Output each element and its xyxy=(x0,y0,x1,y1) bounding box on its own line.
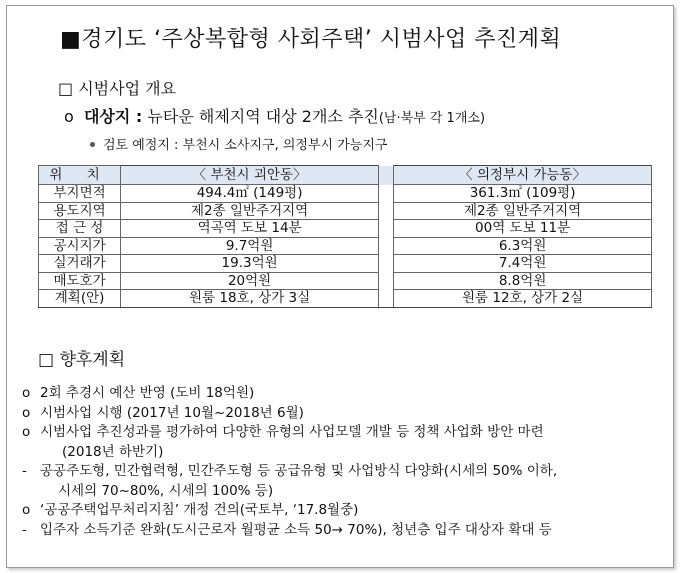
site2-value: 제2종 일반주거지역 xyxy=(394,202,652,220)
item-text: ‘공공주택업무처리지침’ 개정 건의(국토부, ‘17.8월중) xyxy=(40,502,359,518)
site2-value: 원룸 12호, 상가 2실 xyxy=(394,290,652,308)
item-text: 시범사업 시행 (2017년 10월~2018년 6월) xyxy=(40,404,304,421)
table-row xyxy=(39,255,652,273)
site2-value: 6.3억원 xyxy=(394,237,652,255)
site1-value: 494.4㎡ (149평) xyxy=(121,185,379,203)
item-text: 공공주도형, 민간협력형, 민간주도형 등 공급유형 및 사업방식 다양화(시세의 50% 이하, xyxy=(40,463,558,479)
table-row xyxy=(39,272,652,290)
column-gap xyxy=(378,185,393,203)
list-item xyxy=(22,384,652,404)
table-header-row xyxy=(39,166,652,185)
column-gap xyxy=(378,290,393,308)
row-label: 접 근 성 xyxy=(39,220,121,238)
item-text: 입주자 소득기준 완화(도시근로자 월평균 소득 50→ 70%), 청년층 입주 대상자 확대 등 xyxy=(40,521,552,538)
page-title: ■경기도 ‘주상복합형 사회주택’ 시범사업 추진계획 xyxy=(60,27,562,52)
site1-value: 20억원 xyxy=(121,272,379,290)
column-gap xyxy=(378,272,393,290)
item-marker: - xyxy=(22,521,27,538)
future-plan-heading: □ 향후계획 xyxy=(38,350,126,370)
table-row xyxy=(39,220,652,238)
row-label: 매도호가 xyxy=(39,272,121,290)
header-site1: 〈 부천시 괴안동〉 xyxy=(121,166,379,185)
header-location: 위 치 xyxy=(39,166,121,185)
row-label: 계획(안) xyxy=(39,290,121,308)
site1-value: 9.7억원 xyxy=(121,237,379,255)
item-continuation: 시세의 70~80%, 시세의 100% 등) xyxy=(58,482,274,499)
target-line xyxy=(64,104,485,127)
overview-heading: □ 시범사업 개요 xyxy=(58,79,177,98)
review-text: 검토 예정지 : 부천시 소사지구, 의정부시 가능지구 xyxy=(103,138,388,153)
row-label: 부지면적 xyxy=(39,185,121,203)
item-continuation: (2018년 하반기) xyxy=(62,443,164,460)
item-marker: o xyxy=(22,502,31,518)
item-text: 2회 추경시 예산 반영 (도비 18억원) xyxy=(40,385,255,401)
site2-value: 00역 도보 11분 xyxy=(394,220,652,238)
table-row xyxy=(39,185,652,203)
site2-value: 8.8억원 xyxy=(394,272,652,290)
site2-value: 361.3㎡ (109평) xyxy=(394,185,652,203)
column-gap xyxy=(378,220,393,238)
item-text: 시범사업 추진성과를 평가하여 다양한 유형의 사업모델 개발 등 정책 사업화 방안 마련 xyxy=(40,424,544,440)
list-item xyxy=(22,521,652,541)
site-comparison-table xyxy=(38,165,652,308)
site1-value: 19.3억원 xyxy=(121,255,379,273)
list-item xyxy=(22,423,652,443)
column-gap xyxy=(378,255,393,273)
item-marker: o xyxy=(22,424,31,440)
target-label: 대상지 : xyxy=(83,107,143,126)
target-note: (남·북부 각 1개소) xyxy=(378,111,486,126)
bullet-dot-icon xyxy=(90,142,95,147)
table-row xyxy=(39,202,652,220)
item-marker: - xyxy=(22,463,27,479)
column-gap xyxy=(378,166,393,185)
column-gap xyxy=(378,202,393,220)
future-plan-list xyxy=(22,384,652,540)
column-gap xyxy=(378,237,393,255)
row-label: 용도지역 xyxy=(39,202,121,220)
list-item xyxy=(22,462,652,482)
target-marker: o xyxy=(64,107,74,126)
list-item xyxy=(22,404,652,424)
list-item xyxy=(22,501,652,521)
item-marker: o xyxy=(22,404,31,421)
site1-value: 제2종 일반주거지역 xyxy=(121,202,379,220)
site1-value: 역곡역 도보 14분 xyxy=(121,220,379,238)
review-sites xyxy=(90,134,387,153)
item-marker: o xyxy=(22,385,31,401)
table-row xyxy=(39,237,652,255)
table-row xyxy=(39,290,652,308)
row-label: 공시지가 xyxy=(39,237,121,255)
target-text: 뉴타운 해제지역 대상 2개소 추진 xyxy=(147,107,379,126)
row-label: 실거래가 xyxy=(39,255,121,273)
site1-value: 원룸 18호, 상가 3실 xyxy=(121,290,379,308)
site2-value: 7.4억원 xyxy=(394,255,652,273)
header-site2: 〈 의정부시 가능동〉 xyxy=(394,166,652,185)
